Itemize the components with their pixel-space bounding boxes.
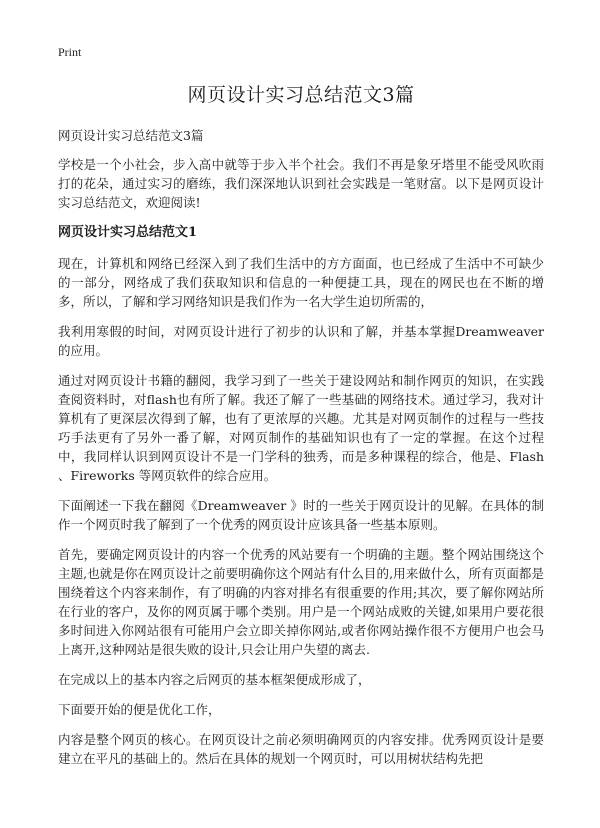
body-paragraph-1: 现在，计算机和网络已经深入到了我们生活中的方方面面，也已经成了生活中不可缺少的一部分，网络成了我们获取知识和信息的一种便捷工具，现在的网民也在不断的增多，所以，了解和学习网络知识是我们作为一名大学生迫切所需的，: [58, 256, 544, 309]
document-subtitle: 网页设计实习总结范文3篇: [58, 128, 204, 143]
body-paragraph-2: 我利用寒假的时间，对网页设计进行了初步的认识和了解，并基本掌握Dreamweaver 的应用。: [58, 324, 544, 358]
body-paragraph-6: 在完成以上的基本内容之后网页的基本框架便成形成了，: [58, 672, 371, 687]
body-paragraph-8: 内容是整个网页的核心。在网页设计之前必须明确网页的内容安排。优秀网页设计是要建立在平凡的基础上的。然后在具体的规划一个网页时，可以用树状结构先把: [58, 732, 544, 766]
body-paragraph-4: 下面阐述一下我在翻阅《Dreamweaver 》时的一些关于网页设计的见解。在具体的制作一个网页时我了解到了一个优秀的网页设计应该具备一些基本原则。: [58, 498, 544, 532]
body-paragraph-7: 下面要开始的便是优化工作，: [58, 702, 221, 717]
body-paragraph-5: 首先，要确定网页设计的内容一个优秀的风站要有一个明确的主题。整个网站围绕这个主题,也就是你在网页设计之前要明确你这个网站有什么目的,用来做什么，所有页面都是围绕着这个内容来制作，有了明确的内容对排名有很重要的作用;其次，要了解你网站所在行业的客户，及你的网页属于哪个类别。用户是一个网站成败的关键,如果用户要花很多时间进入你网站很有可能用户会立即关掉你网站,或者你网站操作很不方便用户也会马上离开,这种网站是很失败的设计,只会让用户失望的离去.: [58, 547, 544, 657]
body-paragraph-3: 通过对网页设计书籍的翻阅，我学习到了一些关于建设网站和制作网页的知识，在实践查阅资料时，对flash也有所了解。我还了解了一些基础的网络技术。通过学习，我对计算机有了更深层次得到了解，也有了更浓厚的兴趣。尤其是对网页制作的过程与一些技巧手法更有了另外一番了解，对网页制作的基础知识也有了一定的掌握。在这个过程中，我同样认识到网页设计不是一门学科的独秀，而是多种课程的综合，他是、Flash 、Fireworks 等网页软件的综合应用。: [58, 373, 544, 483]
section-heading: 网页设计实习总结范文1: [58, 225, 198, 240]
print-label[interactable]: Print: [58, 45, 82, 59]
document-title: 网页设计实习总结范文3篇: [187, 84, 415, 106]
intro-paragraph: 学校是一个小社会，步入高中就等于步入半个社会。我们不再是象牙塔里不能受风吹雨打的花朵，通过实习的磨练，我们深深地认识到社会实践是一笔财富。以下是网页设计实习总结范文，欢迎阅读!: [58, 157, 544, 210]
